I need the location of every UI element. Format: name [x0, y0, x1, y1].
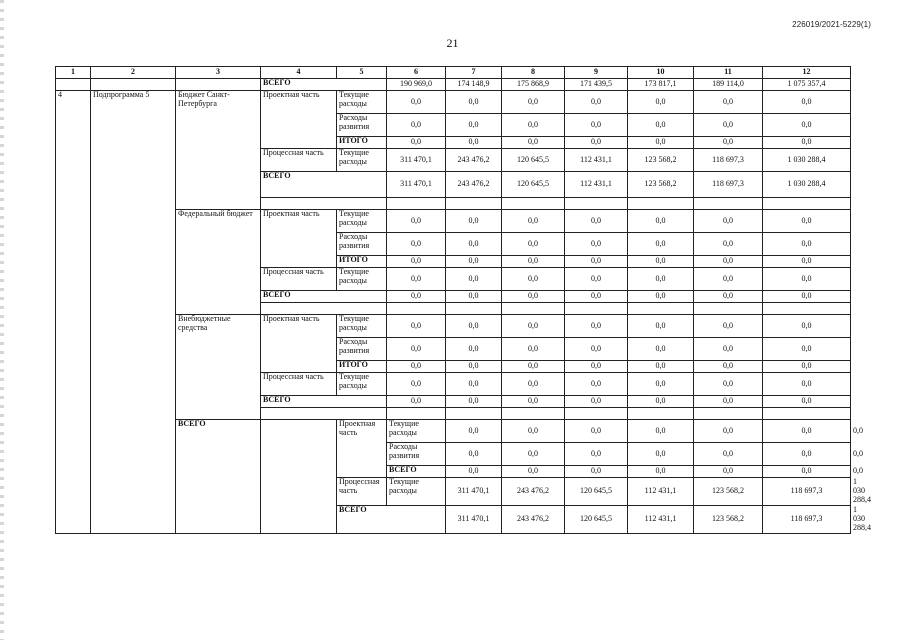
value-cell: 0,0: [694, 396, 763, 408]
value-cell: 0,0: [565, 268, 628, 291]
value-cell: 0,0: [694, 466, 763, 478]
value-cell: 0,0: [446, 466, 502, 478]
value-cell: 0,0: [763, 361, 851, 373]
value-cell: 0,0: [502, 114, 565, 137]
value-cell: 123 568,2: [628, 172, 694, 198]
value-cell: [565, 408, 628, 420]
value-cell: 173 817,1: [628, 79, 694, 91]
value-cell: 243 476,2: [502, 478, 565, 506]
table-row: [56, 79, 851, 91]
expense-type-cell: Расходы развития: [337, 338, 387, 361]
value-cell: 0,0: [446, 443, 502, 466]
value-cell: 0,0: [763, 443, 851, 466]
value-cell: 112 431,1: [565, 172, 628, 198]
value-cell: [446, 303, 502, 315]
value-cell: 189 114,0: [694, 79, 763, 91]
value-cell: 0,0: [565, 466, 628, 478]
header-cell: 4: [261, 67, 337, 79]
funding-source-cell: [261, 420, 337, 534]
expense-type-cell: Расходы развития: [337, 114, 387, 137]
value-cell: 0,0: [387, 114, 446, 137]
program-cell: [91, 79, 176, 91]
part-cell: Проектная часть: [261, 315, 337, 373]
value-cell: 112 431,1: [628, 478, 694, 506]
value-cell: 0,0: [565, 291, 628, 303]
value-cell: 0,0: [763, 137, 851, 149]
table-row: [56, 315, 851, 338]
value-cell: [763, 408, 851, 420]
value-cell: 1 030 288,4: [763, 172, 851, 198]
value-cell: 0,0: [694, 361, 763, 373]
value-cell: 118 697,3: [694, 149, 763, 172]
value-cell: 0,0: [694, 291, 763, 303]
table-row: ВСЕГО 311 470,1 243 476,2 120 645,5 112 431,1 123 568,2 118 697,3 1 030 288,4: [56, 505, 851, 533]
value-cell: 0,0: [387, 315, 446, 338]
value-cell: 0,0: [628, 268, 694, 291]
value-cell: 0,0: [446, 210, 502, 233]
value-cell: [628, 198, 694, 210]
value-cell: 0,0: [628, 291, 694, 303]
value-cell: [446, 198, 502, 210]
expense-type-cell: Текущие расходы: [337, 149, 387, 172]
value-cell: 0,0: [628, 338, 694, 361]
value-cell: 0,0: [694, 338, 763, 361]
expense-type-cell: ИТОГО: [337, 256, 387, 268]
value-cell: 0,0: [763, 420, 851, 443]
value-cell: 311 470,1: [446, 505, 502, 533]
header-cell: 3: [176, 67, 261, 79]
value-cell: 175 868,9: [502, 79, 565, 91]
value-cell: 118 697,3: [694, 172, 763, 198]
value-cell: [628, 408, 694, 420]
total-label-cell: ВСЕГО: [261, 172, 387, 198]
part-cell: Проектная часть: [337, 420, 387, 478]
part-cell: Процессная часть: [337, 478, 387, 506]
value-cell: 0,0: [502, 396, 565, 408]
value-cell: 0,0: [628, 373, 694, 396]
table-header-row: [56, 67, 851, 79]
value-cell: 0,0: [446, 420, 502, 443]
value-cell: 0,0: [446, 373, 502, 396]
expense-type-cell: Текущие расходы: [387, 420, 446, 443]
value-cell: [694, 408, 763, 420]
value-cell: 0,0: [628, 315, 694, 338]
total-label-cell: ВСЕГО: [261, 291, 387, 303]
value-cell: 0,0: [763, 338, 851, 361]
row-number-cell: 4: [56, 91, 91, 534]
expense-type-cell: Расходы развития: [387, 443, 446, 466]
value-cell: 0,0: [565, 361, 628, 373]
header-cell: 8: [502, 67, 565, 79]
header-cell: 7: [446, 67, 502, 79]
header-cell: 10: [628, 67, 694, 79]
value-cell: 118 697,3: [763, 478, 851, 506]
value-cell: 123 568,2: [628, 149, 694, 172]
value-cell: 0,0: [565, 256, 628, 268]
value-cell: 0,0: [565, 396, 628, 408]
value-cell: 0,0: [565, 373, 628, 396]
value-cell: [763, 198, 851, 210]
value-cell: 0,0: [565, 114, 628, 137]
value-cell: 174 148,9: [446, 79, 502, 91]
value-cell: 0,0: [565, 91, 628, 114]
value-cell: 0,0: [502, 466, 565, 478]
value-cell: [502, 303, 565, 315]
part-cell: Процессная часть: [261, 268, 337, 291]
total-label-cell: [261, 303, 387, 315]
value-cell: 0,0: [502, 137, 565, 149]
value-cell: 0,0: [763, 233, 851, 256]
value-cell: 311 470,1: [387, 149, 446, 172]
value-cell: 0,0: [565, 137, 628, 149]
value-cell: [387, 198, 446, 210]
value-cell: 311 470,1: [446, 478, 502, 506]
value-cell: 0,0: [502, 268, 565, 291]
value-cell: 120 645,5: [502, 149, 565, 172]
value-cell: 0,0: [763, 315, 851, 338]
part-cell: Проектная часть: [261, 91, 337, 149]
value-cell: 0,0: [387, 256, 446, 268]
value-cell: 0,0: [694, 210, 763, 233]
page-number: 21: [446, 36, 459, 50]
value-cell: 0,0: [446, 91, 502, 114]
value-cell: 0,0: [565, 443, 628, 466]
value-cell: 0,0: [387, 361, 446, 373]
value-cell: [387, 303, 446, 315]
value-cell: 0,0: [502, 91, 565, 114]
value-cell: [694, 198, 763, 210]
value-cell: 0,0: [446, 137, 502, 149]
value-cell: 0,0: [502, 315, 565, 338]
value-cell: 0,0: [502, 291, 565, 303]
value-cell: 0,0: [565, 420, 628, 443]
value-cell: 1 075 357,4: [763, 79, 851, 91]
value-cell: 0,0: [565, 233, 628, 256]
header-cell: 9: [565, 67, 628, 79]
value-cell: 123 568,2: [694, 478, 763, 506]
value-cell: 0,0: [387, 268, 446, 291]
value-cell: 120 645,5: [565, 478, 628, 506]
table-row: [56, 91, 851, 114]
value-cell: 0,0: [628, 361, 694, 373]
table-row: ВСЕГО 0,0 0,0 0,0 0,0 0,0 0,0 0,0: [56, 466, 851, 478]
value-cell: 0,0: [387, 338, 446, 361]
header-cell: 5: [337, 67, 387, 79]
value-cell: 0,0: [763, 396, 851, 408]
value-cell: 0,0: [763, 210, 851, 233]
value-cell: 120 645,5: [502, 172, 565, 198]
value-cell: 243 476,2: [446, 149, 502, 172]
value-cell: 0,0: [502, 373, 565, 396]
expense-type-cell: Текущие расходы: [337, 91, 387, 114]
expense-type-cell: Расходы развития: [337, 233, 387, 256]
value-cell: 0,0: [694, 137, 763, 149]
value-cell: 0,0: [446, 114, 502, 137]
expense-type-cell: Текущие расходы: [387, 478, 446, 506]
value-cell: 0,0: [387, 137, 446, 149]
value-cell: 120 645,5: [565, 505, 628, 533]
value-cell: 112 431,1: [565, 149, 628, 172]
value-cell: [694, 303, 763, 315]
value-cell: 0,0: [763, 256, 851, 268]
value-cell: 0,0: [628, 210, 694, 233]
value-cell: 0,0: [446, 315, 502, 338]
expense-type-cell: ВСЕГО: [387, 466, 446, 478]
value-cell: [628, 303, 694, 315]
total-label-cell: ВСЕГО: [261, 396, 387, 408]
value-cell: [565, 198, 628, 210]
value-cell: 0,0: [694, 420, 763, 443]
value-cell: 0,0: [628, 256, 694, 268]
value-cell: 0,0: [628, 396, 694, 408]
program-cell: ВСЕГО: [176, 420, 261, 534]
value-cell: 0,0: [565, 315, 628, 338]
value-cell: 0,0: [446, 233, 502, 256]
value-cell: 0,0: [763, 291, 851, 303]
scan-edge-artifact: [0, 0, 4, 640]
total-label-cell: [261, 198, 387, 210]
expense-type-cell: Текущие расходы: [337, 315, 387, 338]
value-cell: 190 969,0: [387, 79, 446, 91]
value-cell: 0,0: [628, 420, 694, 443]
header-cell: 11: [694, 67, 763, 79]
expense-type-cell: Текущие расходы: [337, 210, 387, 233]
expense-type-cell: ИТОГО: [337, 137, 387, 149]
value-cell: 0,0: [446, 256, 502, 268]
value-cell: 0,0: [694, 443, 763, 466]
value-cell: [502, 408, 565, 420]
expense-type-cell: Текущие расходы: [337, 373, 387, 396]
row-number-cell: [56, 79, 91, 91]
value-cell: [565, 303, 628, 315]
value-cell: [387, 408, 446, 420]
value-cell: 0,0: [387, 210, 446, 233]
value-cell: 0,0: [694, 315, 763, 338]
value-cell: 311 470,1: [387, 172, 446, 198]
part-cell: Процессная часть: [261, 149, 337, 172]
value-cell: 0,0: [446, 361, 502, 373]
total-label-cell: [261, 408, 387, 420]
value-cell: 0,0: [694, 91, 763, 114]
value-cell: 0,0: [446, 338, 502, 361]
expense-type-cell: ИТОГО: [337, 361, 387, 373]
value-cell: 0,0: [628, 233, 694, 256]
value-cell: 0,0: [446, 396, 502, 408]
value-cell: 112 431,1: [628, 505, 694, 533]
part-cell: Процессная часть: [261, 373, 337, 396]
value-cell: [446, 408, 502, 420]
value-cell: 0,0: [694, 114, 763, 137]
total-label-cell: ВСЕГО: [261, 79, 387, 91]
value-cell: 0,0: [763, 466, 851, 478]
header-cell: 1: [56, 67, 91, 79]
value-cell: 0,0: [763, 268, 851, 291]
part-cell: Проектная часть: [261, 210, 337, 268]
source-cell: [176, 79, 261, 91]
header-cell: 12: [763, 67, 851, 79]
value-cell: 0,0: [446, 268, 502, 291]
funding-source-cell: Внебюджетные средства: [176, 315, 261, 420]
value-cell: 0,0: [502, 443, 565, 466]
funding-source-cell: Бюджет Санкт-Петербурга: [176, 91, 261, 210]
value-cell: 0,0: [628, 91, 694, 114]
value-cell: 0,0: [694, 268, 763, 291]
budget-table: [55, 66, 871, 534]
value-cell: 0,0: [502, 361, 565, 373]
value-cell: 0,0: [446, 291, 502, 303]
value-cell: 123 568,2: [694, 505, 763, 533]
registration-number: 226019/2021-5229(1): [792, 20, 871, 29]
value-cell: 0,0: [694, 373, 763, 396]
value-cell: 0,0: [502, 233, 565, 256]
program-cell: Подпрограмма 5: [91, 91, 176, 534]
value-cell: 0,0: [387, 91, 446, 114]
funding-source-cell: Федеральный бюджет: [176, 210, 261, 315]
value-cell: 0,0: [502, 210, 565, 233]
value-cell: 0,0: [502, 338, 565, 361]
table-body: [56, 78, 871, 534]
value-cell: 0,0: [565, 210, 628, 233]
value-cell: 0,0: [387, 396, 446, 408]
value-cell: 0,0: [628, 137, 694, 149]
value-cell: 0,0: [763, 91, 851, 114]
value-cell: 0,0: [565, 338, 628, 361]
table-row: [56, 210, 851, 233]
value-cell: 1 030 288,4: [763, 149, 851, 172]
value-cell: 0,0: [694, 233, 763, 256]
header-cell: 2: [91, 67, 176, 79]
value-cell: 0,0: [502, 256, 565, 268]
header-cell: 6: [387, 67, 446, 79]
value-cell: 0,0: [387, 291, 446, 303]
total-label-cell: ВСЕГО: [337, 505, 446, 533]
value-cell: 0,0: [387, 373, 446, 396]
value-cell: [763, 303, 851, 315]
value-cell: 243 476,2: [446, 172, 502, 198]
value-cell: [502, 198, 565, 210]
table-row: ВСЕГО Проектная часть Текущие расходы 0,0 0,0 0,0 0,0 0,0 0,0 0,0: [56, 420, 851, 443]
value-cell: 0,0: [628, 114, 694, 137]
value-cell: 0,0: [763, 373, 851, 396]
value-cell: 0,0: [387, 233, 446, 256]
value-cell: 0,0: [694, 256, 763, 268]
value-cell: 243 476,2: [502, 505, 565, 533]
value-cell: 0,0: [628, 443, 694, 466]
table-row: Процессная часть Текущие расходы 311 470,1 243 476,2 120 645,5 112 431,1 123 568,2 118 697,3 1 030 288,4: [56, 478, 851, 506]
expense-type-cell: Текущие расходы: [337, 268, 387, 291]
value-cell: 0,0: [628, 466, 694, 478]
value-cell: 118 697,3: [763, 505, 851, 533]
table-row: Расходы развития 0,0 0,0 0,0 0,0 0,0 0,0 0,0: [56, 443, 851, 466]
value-cell: 0,0: [502, 420, 565, 443]
value-cell: 171 439,5: [565, 79, 628, 91]
value-cell: 0,0: [763, 114, 851, 137]
